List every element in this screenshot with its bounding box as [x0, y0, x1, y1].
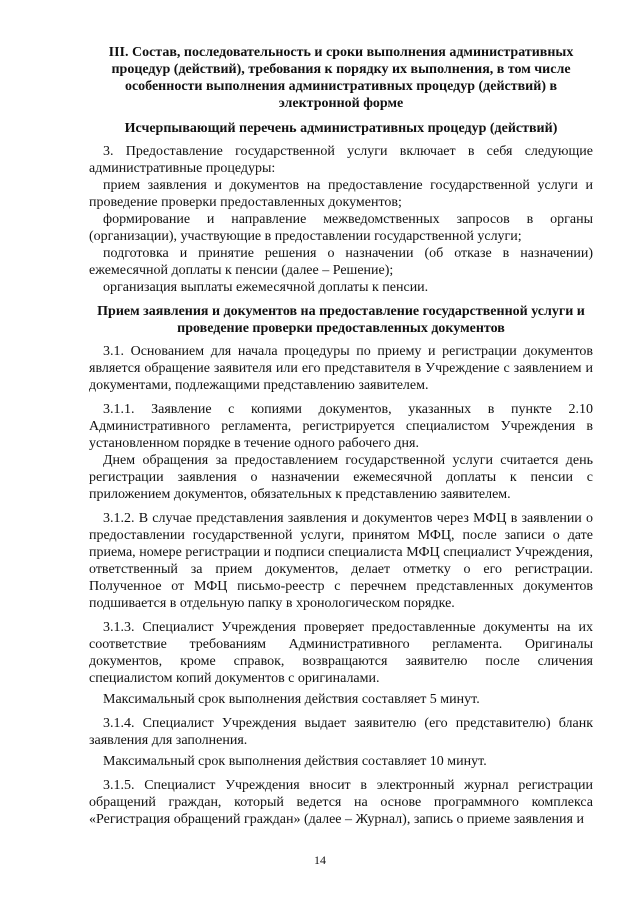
- paragraph: Днем обращения за предоставлением государственной услуги считается день регистрации заявления о назначении ежемесячной доплаты к пенсии с приложением документов, обязательных к представлению заявителем.: [89, 453, 593, 502]
- section-title: III. Состав, последовательность и сроки выполнения административных процедур (действий), требования к порядку их выполнения, в том числе особенности выполнения административных процедур (действий) в электронной форме: [108, 45, 574, 111]
- subsection-title-application-intake: Прием заявления и документов на предоставление государственной услуги и проведение проверки предоставленных документов: [97, 304, 585, 336]
- paragraph: 3.1.4. Специалист Учреждения выдает заявителю (его представителю) бланк заявления для заполнения.: [89, 716, 593, 748]
- paragraph: Максимальный срок выполнения действия составляет 10 минут.: [103, 754, 487, 769]
- paragraph: 3.1. Основанием для начала процедуры по приему и регистрации документов является обращение заявителя или его представителя в Учреждение с заявлением и документами, подлежащими представлению заявителем.: [89, 344, 593, 393]
- paragraph: подготовка и принятие решения о назначении (об отказе в назначении) ежемесячной доплаты к пенсии (далее – Решение);: [89, 246, 593, 278]
- paragraph: Максимальный срок выполнения действия составляет 5 минут.: [103, 692, 480, 707]
- paragraph: формирование и направление межведомственных запросов в органы (организации), участвующие в предоставлении государственной услуги;: [89, 212, 593, 244]
- paragraph: организация выплаты ежемесячной доплаты к пенсии.: [103, 280, 429, 295]
- subsection-title-procedures-list: Исчерпывающий перечень административных процедур (действий): [124, 121, 558, 136]
- paragraph: прием заявления и документов на предоставление государственной услуги и проведение проверки предоставленных документов;: [89, 178, 593, 210]
- paragraph: 3.1.5. Специалист Учреждения вносит в электронный журнал регистрации обращений граждан, который ведется на основе программного комплекса «Регистрация обращений граждан» (далее – Журнал), запись о приеме заявления и: [89, 778, 593, 827]
- paragraph: 3.1.1. Заявление с копиями документов, указанных в пункте 2.10 Административного регламента, регистрируется специалистом Учреждения в установленном порядке в течение одного рабочего дня.: [89, 402, 593, 451]
- paragraph: 3.1.3. Специалист Учреждения проверяет предоставленные документы на их соответствие требованиям Административного регламента. Оригиналы документов, кроме справок, возвращаются заявителю после сличения специалистом копий документов с оригиналами.: [89, 620, 593, 686]
- paragraph: 3. Предоставление государственной услуги включает в себя следующие административные процедуры:: [89, 144, 593, 176]
- paragraph: 3.1.2. В случае представления заявления и документов через МФЦ в заявлении о предоставлении государственной услуги, принятом МФЦ, после записи о дате приема, номере регистрации и подписи специалиста МФЦ специалист Учреждения, ответственный за прием документов, делает отметку о его регистрации. Полученное от МФЦ письмо-реестр с перечнем представленных документов подшивается в отдельную папку в хронологическом порядке.: [89, 511, 593, 611]
- page-number: 14: [314, 853, 326, 867]
